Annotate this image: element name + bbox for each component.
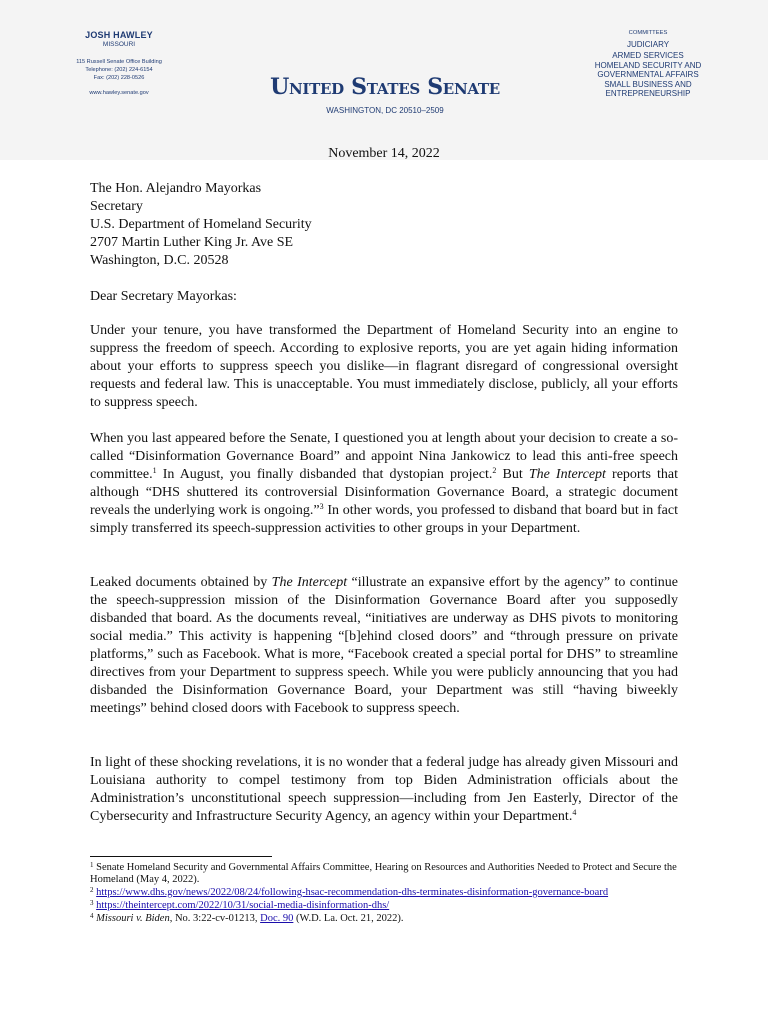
recipient-address	[90, 180, 678, 270]
committee-item: JUDICIARY	[626, 40, 670, 49]
letter-date: November 14, 2022	[328, 146, 440, 161]
footnote-divider	[90, 856, 272, 857]
footnote-3-link[interactable]: https://theintercept.com/2022/10/31/social-media-disinformation-dhs/	[96, 900, 390, 911]
footnote-ref-2[interactable]: 2	[492, 466, 497, 475]
paragraph-2: When you last appeared before the Senate, I questioned you at length about your decision to create a so-called “Disinformation Governance Board” and appoint Nina Jankowicz to lead this anti-free speech committee.$^1$ In August, you finally disbanded that dystopian project.$^2$ But The Intercept reports that although “DHS shuttered its controversial Disinformation Governance Board, a strategic document reveals the underlying work is ongoing.”$^3$ In other words, you professed to disband that board but in fact simply transferred its speech-suppression activities to other groups in your Department.	[90, 431, 679, 536]
recipient-line: Washington, D.C. 20528	[90, 253, 229, 268]
footnote-2-link[interactable]: https://www.dhs.gov/news/2022/08/24/following-hsac-recommendation-dhs-terminates-disinformation-governance-board	[96, 887, 609, 898]
senate-masthead	[270, 74, 500, 115]
committees-title: COMMITTEES	[628, 30, 668, 36]
footnote-4-doc-link[interactable]: Doc. 90	[260, 913, 294, 924]
paragraph-3: Leaked documents obtained by The Intercept “illustrate an expansive effort by the agency” to continue the speech-suppression mission of the Disinformation Governance Board after you supposedly disbanded that board. As the documents reveal, “initiatives are underway as DHS pivots to monitoring social media.” This activity is happening “[b]ehind closed doors” and “through pressure on private platforms,” such as Facebook. What is more, “Facebook created a special portal for DHS” to streamline directives from your Department to suppress speech. While you were publicly announcing that you had disbanded the Disinformation Governance Board, your Department was still “having biweekly meetings” behind closed doors with Facebook to suppress speech.	[90, 575, 678, 716]
salutation: Dear Secretary Mayorkas:	[90, 289, 237, 304]
paragraph-1: Under your tenure, you have transformed the Department of Homeland Security into an engine to suppress the freedom of speech. According to explosive reports, you are yet again hiding information about your efforts to suppress speech you dislike—in flagrant disregard of congressional oversight requests and federal law. This is unacceptable. You must immediately disclose, publicly, all your efforts to suppress speech.	[90, 323, 678, 410]
senator-website: www.hawley.senate.gov	[89, 90, 149, 96]
senator-info	[44, 30, 194, 96]
footnote-ref-3[interactable]: 3	[319, 502, 324, 511]
footnote-2: $^2$ https://www.dhs.gov/news/2022/08/24/following-hsac-recommendation-dhs-terminates-disinformation-governance-board	[90, 886, 609, 898]
recipient-line: U.S. Department of Homeland Security	[90, 217, 312, 232]
letterhead	[0, 0, 768, 160]
senate-city: WASHINGTON, DC 20510–2509	[326, 106, 444, 115]
footnote-ref-4[interactable]: 4	[572, 808, 577, 817]
publication-name: The Intercept	[528, 467, 606, 482]
footnote-4: $^4$ Missouri v. Biden, No. 3:22-cv-01213, Doc. 90 (W.D. La. Oct. 21, 2022).	[90, 912, 404, 924]
office-telephone: Telephone: (202) 224-6154	[85, 67, 153, 73]
senator-name: JOSH HAWLEY	[85, 30, 153, 40]
recipient-line: The Hon. Alejandro Mayorkas	[90, 181, 262, 196]
publication-name: The Intercept	[271, 575, 348, 590]
footnote-ref-1[interactable]: 1	[152, 466, 157, 475]
footnote-3: $^3$ https://theintercept.com/2022/10/31/social-media-disinformation-dhs/	[90, 899, 390, 911]
footnote-1: $^1$ Senate Homeland Security and Governmental Affairs Committee, Hearing on Resources and Authorities Needed to Protect and Secure the Homeland (May 4, 2022).	[90, 861, 677, 885]
senate-title: United States Senate	[270, 74, 500, 100]
footnotes	[90, 862, 680, 926]
recipient-line: Secretary	[90, 199, 143, 214]
recipient-line: 2707 Martin Luther King Jr. Ave SE	[90, 235, 294, 250]
office-contact	[44, 58, 194, 82]
committee-item: ARMED SERVICES	[612, 50, 684, 60]
committee-item: HOMELAND SECURITY AND GOVERNMENTAL AFFAIRS	[594, 61, 702, 79]
senator-state: MISSOURI	[102, 41, 136, 48]
paragraph-4: In light of these shocking revelations, it is no wonder that a federal judge has already given Missouri and Louisiana authority to compel testimony from top Biden Administration officials about the Administration’s unconstitutional speech suppression—including from Jen Easterly, Director of the Cybersecurity and Infrastructure Security Agency, an agency within your Department.$^4$	[90, 755, 678, 824]
office-address: 115 Russell Senate Office Building	[76, 59, 162, 65]
committee-item: SMALL BUSINESS AND ENTREPRENEURSHIP	[604, 80, 692, 98]
office-fax: Fax: (202) 228-0526	[93, 75, 145, 81]
committees-list	[572, 30, 724, 101]
case-name: Missouri v. Biden	[96, 913, 170, 924]
